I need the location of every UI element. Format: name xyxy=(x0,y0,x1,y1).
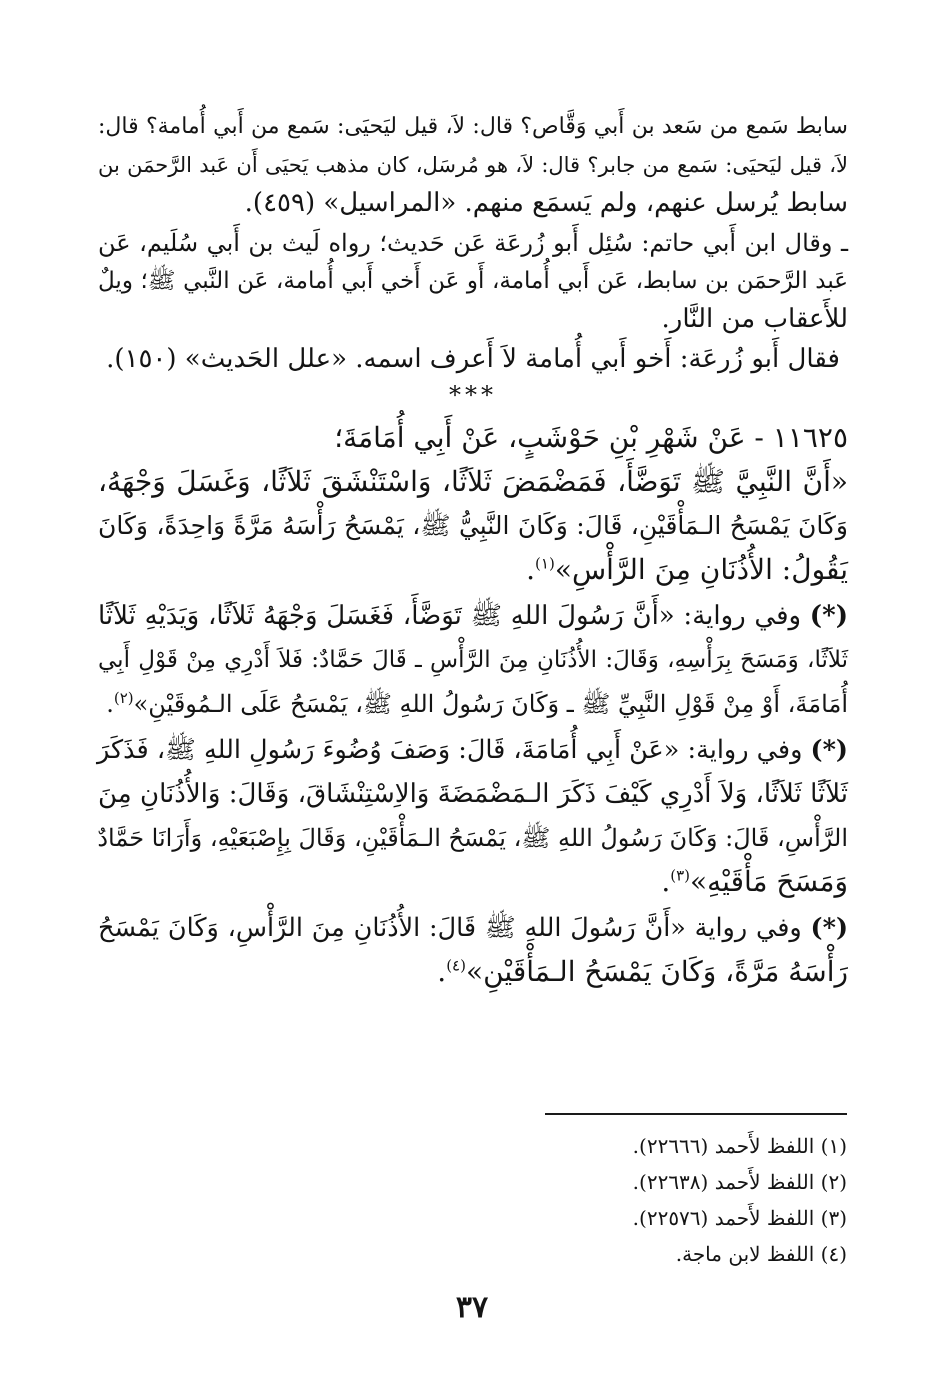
page-body xyxy=(98,108,848,996)
variant-text: وفي رواية «أَنَّ رَسُولَ اللهِ ﷺ قَالَ: الأُذُنَانِ مِنَ الرَّأْسِ، وَكَانَ يَمْسَحُ xyxy=(98,913,802,943)
hadith-line: «أَنَّ النَّبِيَّ ﷺ تَوَضَّأَ، فَمَضْمَضَ ثَلاَثًا، وَاسْتَنْشَقَ ثَلاَثًا، وَغَسَلَ وَجْهَهُ، xyxy=(98,465,848,498)
footnote-ref: (١) xyxy=(535,554,555,573)
hadith-line: ثَلاَثًا، وَمَسَحَ بِرَأْسِهِ، وَقَالَ: الأُذُنَانِ مِنَ الرَّأْسِ ـ قَالَ حَمَّادٌ: فَلاَ أَدْرِي مِنْ قَوْلِ أَبِي xyxy=(98,647,848,673)
section-separator: *** xyxy=(449,381,497,409)
footnote-item: (٣) اللفظ لأَحمد (٢٢٥٧٦). xyxy=(632,1206,847,1230)
hadith-line xyxy=(98,906,848,950)
variant-marker: (*) xyxy=(809,601,848,631)
variant-text: رَأْسَهُ مَرَّةً، وَكَانَ يَمْسَحُ الـمَأْقَيْنِ» xyxy=(465,955,848,988)
variant-text: وفي رواية: «عَنْ أَبِي أُمَامَةَ، قَالَ: وَصَفَ وُضُوءَ رَسُولِ اللهِ ﷺ، فَذَكَرَ xyxy=(96,735,803,765)
hadith-number-line: ١١٦٢٥ - عَنْ شَهْرِ بْنِ حَوْشَبٍ، عَنْ أَبِي أُمَامَةَ؛ xyxy=(334,421,848,454)
text-line: للأَعقاب من النَّار. xyxy=(661,304,848,334)
footnote-item: (٢) اللفظ لأَحمد (٢٢٦٣٨). xyxy=(632,1170,847,1194)
hadith-line: وَكَانَ يَمْسَحُ الـمَأْقَيْنِ، قَالَ: وَكَانَ النَّبِيُّ ﷺ، يَمْسَحُ رَأْسَهُ مَرَّةً وَاحِدَةً، وَكَانَ xyxy=(98,511,848,540)
variant-text: وَمَسَحَ مَأْقَيْهِ» xyxy=(690,865,848,898)
variant-paragraph xyxy=(98,728,848,904)
commentary-paragraph xyxy=(98,224,848,338)
footnote-ref: (٣) xyxy=(670,866,691,885)
text-line: سابط سَمع من سَعد بن أَبي وَقَّاص؟ قال: لاَ، قيل ليَحيَى: سَمع من أَبي أُمامة؟ قال: xyxy=(98,114,848,139)
text-line: ـ وقال ابن أَبي حاتم: سُئِل أَبو زُرعَة عَن حَديث؛ رواه لَيث بن أَبي سُلَيم، عَن xyxy=(98,229,848,257)
hadith-line xyxy=(98,728,848,772)
commentary-paragraph xyxy=(98,340,848,378)
hadith-line-last: أُمَامَةَ، أَوْ مِنْ قَوْلِ النَّبِيِّ ﷺ ـ وَكَانَ رَسُولُ اللهِ ﷺ، يَمْسَحُ عَلَى الـمُوقَيْنِ»$^{(٢)}$. xyxy=(106,689,848,718)
footnotes xyxy=(545,1128,847,1272)
hadith-text: يَقُولُ: الأُذُنَانِ مِنَ الرَّأْسِ» xyxy=(554,553,848,586)
footnote-item: (٤) اللفظ لابن ماجة. xyxy=(675,1242,847,1266)
variant-marker: (*) xyxy=(810,735,848,765)
commentary-paragraph xyxy=(98,108,848,222)
page-number: ٣٧ xyxy=(455,1290,489,1325)
variant-marker: (*) xyxy=(810,913,849,943)
footnote-item: (١) اللفظ لأَحمد (٢٢٦٦٦). xyxy=(632,1134,847,1158)
variant-text: أُمَامَةَ، أَوْ مِنْ قَوْلِ النَّبِيِّ ﷺ ـ وَكَانَ رَسُولُ اللهِ ﷺ، يَمْسَحُ عَلَى الـمُوقَيْنِ» xyxy=(133,690,848,718)
footnote-divider xyxy=(545,1113,847,1115)
hadith-line-last: يَقُولُ: الأُذُنَانِ مِنَ الرَّأْسِ»$^{(١)}$. xyxy=(526,553,848,586)
hadith-line-last: رَأْسَهُ مَرَّةً، وَكَانَ يَمْسَحُ الـمَأْقَيْنِ»$^{(٤)}$. xyxy=(437,955,848,988)
hadith-line: الرَّأْسِ، قَالَ: وَكَانَ رَسُولُ اللهِ ﷺ، يَمْسَحُ الـمَأْقَيْنِ، وَقَالَ بِإِصْبَعَيْهِ، وَأَرَانَا حَمَّادٌ xyxy=(97,824,848,852)
variant-text: وفي رواية: «أَنَّ رَسُولَ اللهِ ﷺ تَوَضَّأَ، فَغَسَلَ وَجْهَهُ ثَلاَثًا، وَيَدَيْهِ ثَلاَثًا xyxy=(98,601,802,631)
variant-paragraph xyxy=(98,594,848,726)
variant-paragraph xyxy=(98,906,848,994)
footnote-ref: (٤) xyxy=(446,956,466,975)
hadith-block xyxy=(98,416,848,592)
hadith-line: ثَلاَثًا ثَلاَثًا، وَلاَ أَدْرِي كَيْفَ ذَكَرَ الـمَضْمَضَةَ وَالاِسْتِنْشَاقَ، وَقَالَ: وَالأُذُنَانِ مِنَ xyxy=(98,779,848,809)
hadith-line-last: وَمَسَحَ مَأْقَيْهِ»$^{(٣)}$. xyxy=(661,865,848,898)
hadith-line xyxy=(98,594,848,638)
footnote-ref: (٢) xyxy=(113,689,134,707)
text-line: سابط يُرسل عنهم، ولم يَسمَع منهم. «المراسيل» (٤٥٩). xyxy=(244,188,848,218)
text-line: لاَ، قيل ليَحيَى: سَمع من جابر؟ قال: لاَ، هو مُرسَل، كان مذهب يَحيَى أَن عَبد الرَّحمَن بن xyxy=(98,153,848,177)
text-line: فقال أَبو زُرعَة: أَخو أَبي أُمامة لاَ أَعرف اسمه. «علل الحَديث» (١٥٠). xyxy=(106,344,840,374)
text-line: عَبد الرَّحمَن بن سابط، عَن أَبي أُمامة، أَو عَن أَخي أَبي أُمامة، عَن النَّبي ﷺ؛ ويلٌ xyxy=(98,268,848,294)
